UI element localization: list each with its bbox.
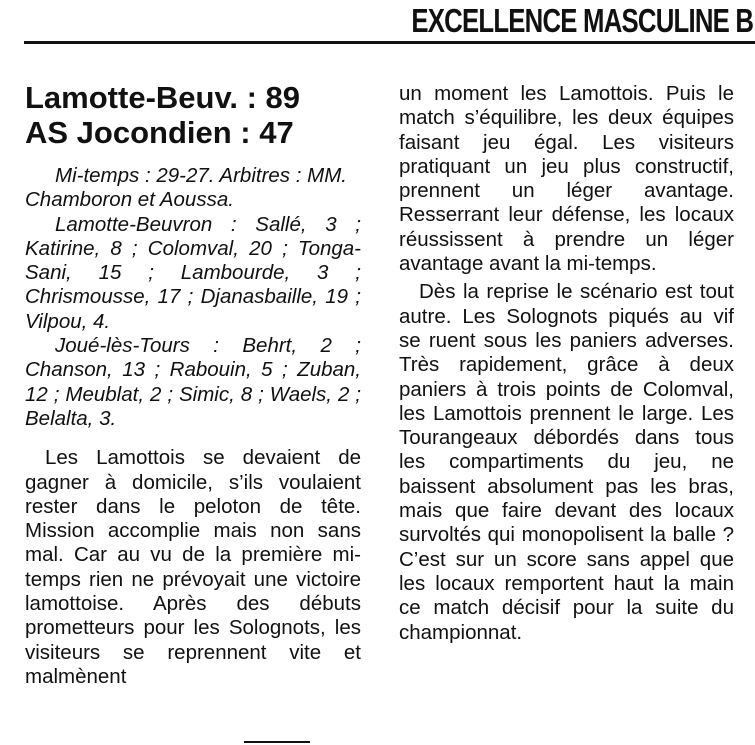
match-info bbox=[25, 164, 361, 431]
right-column bbox=[399, 82, 734, 645]
header-rule bbox=[24, 41, 755, 44]
article-left bbox=[25, 446, 361, 689]
halftime-referees: Mi-temps : 29-27. Arbitres : MM. Chamboron et Aoussa. bbox=[25, 164, 347, 212]
article-paragraph-1: Les Lamottois se devaient de gagner à domicile, s’ils voulaient rester dans le peloton de tête. Mission accomplie mais non sans mal. Car au vu de la première mi-temps rien ne prévoyait une victoire lamottoise. Après des débuts prometteurs pour les Solognots, les visiteurs se reprennent vite et malmènent bbox=[25, 446, 361, 688]
article-paragraph-1-continued: un moment les Lamottois. Puis le match s’équilibre, les deux équipes faisant jeu égal. Les visiteurs pratiquant un jeu plus constructif, prennent un léger avantage. Resserrant leur défense, les locaux réussissent à prendre un léger avantage avant la mi-temps. bbox=[399, 82, 734, 276]
article-paragraph-2: Dès la reprise le scénario est tout autre. Les Solognots piqués au vif se ruent sous les paniers adverses. Très rapidement, grâce à deux paniers à trois points de Colomval, les Lamottois prennent le large. Les Tourangeaux débordés dans tous les compartiments du jeu, ne baissent absolument pas les bras, mais que faire devant des locaux survoltés qui monopolisent la balle ? C’est sur un score sans appel que les locaux remportent haut la main ce match décisif pour la suite du championnat. bbox=[399, 280, 734, 644]
home-players: Lamotte-Beuvron : Sallé, 3 ; Katirine, 8 ; Colomval, 20 ; Tonga-Sani, 15 ; Lambourde, 3 ; Chrismousse, 17 ; Djanasbaille, 19 ; Vilpou, 4. bbox=[25, 212, 361, 333]
bottom-rule bbox=[244, 741, 310, 743]
away-players: Joué-lès-Tours : Behrt, 2 ; Chanson, 13 ; Rabouin, 5 ; Zuban, 12 ; Meublat, 2 ; Simic, 8 ; Waels, 2 ; Belalta, 3. bbox=[25, 334, 361, 430]
home-score: Lamotte-Beuv. : 89 bbox=[25, 80, 301, 115]
section-title: EXCELLENCE MASCULINE B bbox=[411, 2, 753, 39]
left-column bbox=[25, 80, 361, 689]
away-score: AS Jocondien : 47 bbox=[25, 115, 294, 150]
score-headline bbox=[25, 80, 361, 150]
